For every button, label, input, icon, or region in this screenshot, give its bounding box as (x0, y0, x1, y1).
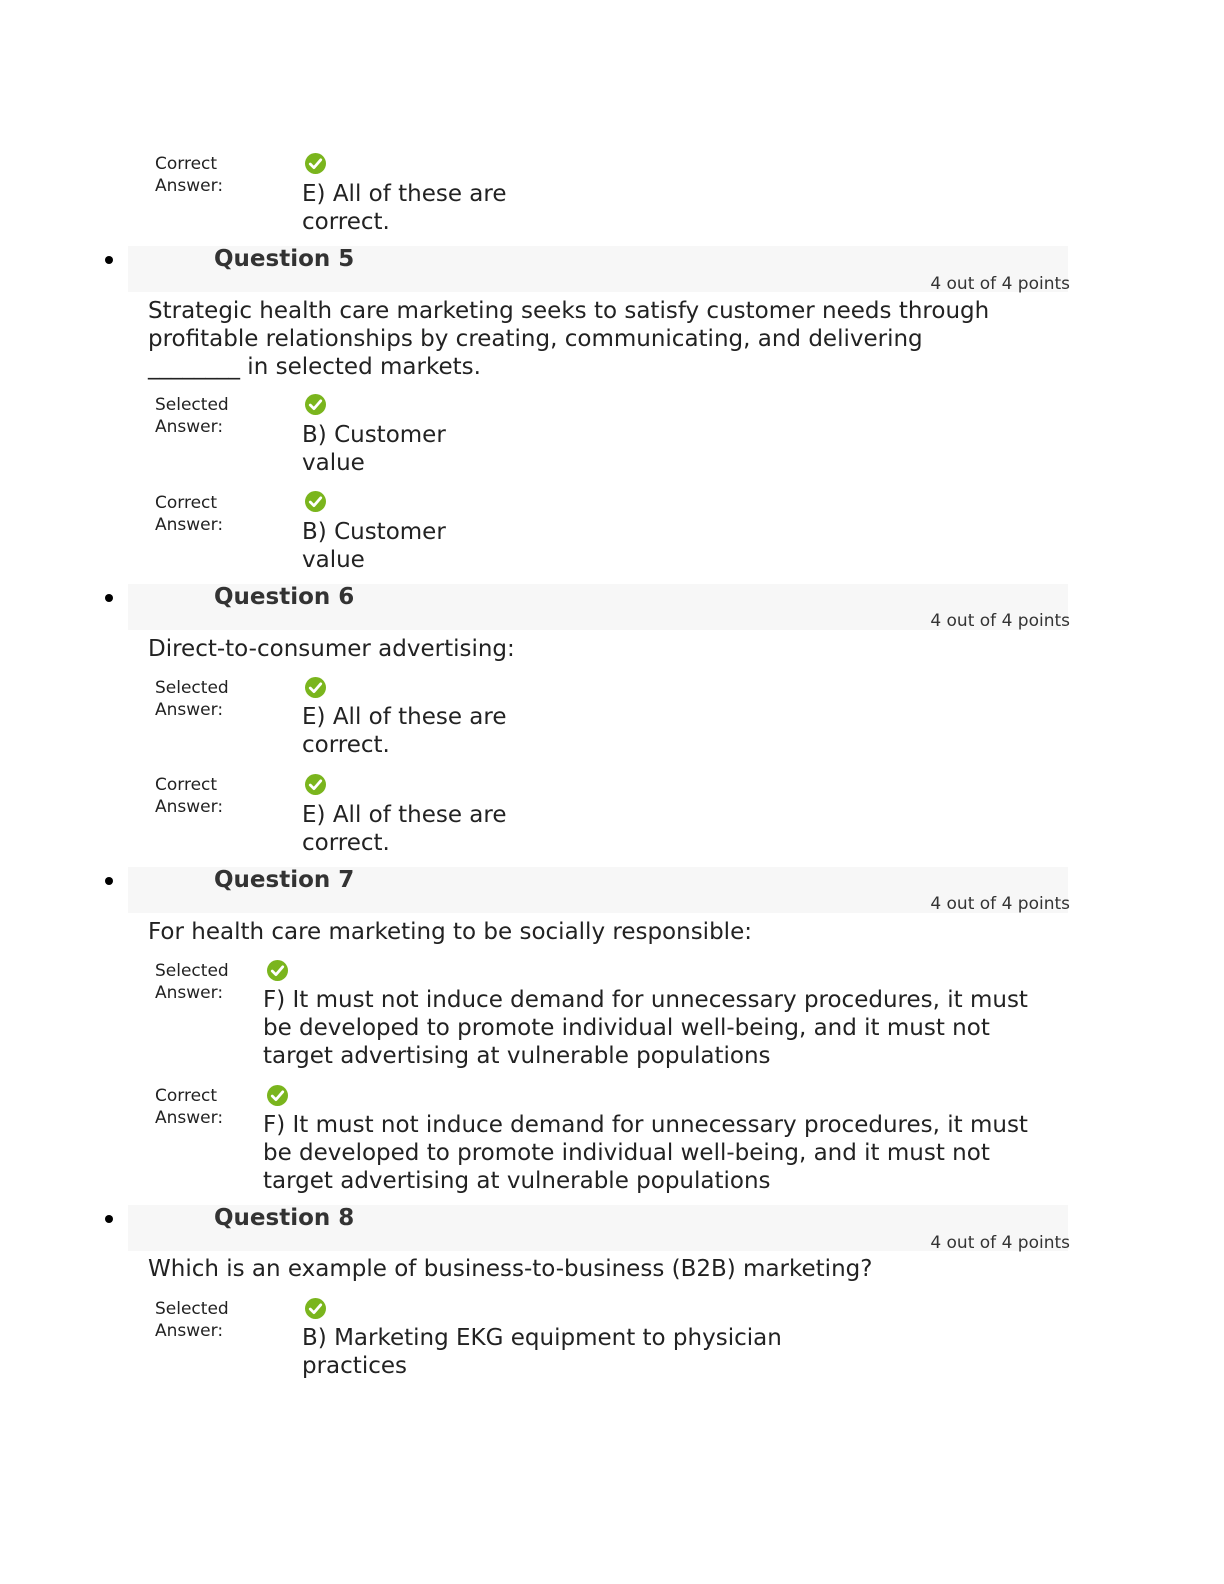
check-circle-icon (305, 1298, 326, 1319)
list-bullet (105, 256, 113, 264)
list-bullet (105, 1215, 113, 1223)
check-circle-icon (305, 491, 326, 512)
check-circle-icon (305, 153, 326, 174)
selected-answer-label: Selected Answer: (155, 395, 229, 437)
check-circle-icon (305, 677, 326, 698)
question-points: 4 out of 4 points (930, 1233, 1070, 1253)
question-text: Which is an example of business-to-business (B2B) marketing? (148, 1256, 873, 1282)
question-points: 4 out of 4 points (930, 611, 1070, 631)
question-points: 4 out of 4 points (930, 274, 1070, 294)
question-points: 4 out of 4 points (930, 894, 1070, 914)
correct-answer-label: Correct Answer: (155, 154, 224, 196)
list-bullet (105, 594, 113, 602)
correct-answer-text: F) It must not induce demand for unnecessary procedures, it must be developed to promote individual well-being, and it must not target advertising at vulnerable populations (263, 1112, 1028, 1194)
question-text (148, 297, 1048, 381)
correct-answer-text: E) All of these are correct. (302, 181, 507, 235)
selected-answer-text: E) All of these are correct. (302, 704, 507, 758)
question-title: Question 6 (214, 584, 355, 610)
correct-answer-label: Correct Answer: (155, 775, 224, 817)
question-text-end: in selected markets. (240, 354, 481, 380)
question-blank: ________ (148, 354, 240, 380)
correct-answer-label: Correct Answer: (155, 493, 224, 535)
selected-answer-text: B) Customer value (302, 422, 446, 476)
correct-answer-text: B) Customer value (302, 519, 446, 573)
check-circle-icon (305, 774, 326, 795)
selected-answer-label: Selected Answer: (155, 1299, 229, 1341)
correct-answer-label: Correct Answer: (155, 1086, 224, 1128)
question-title: Question 8 (214, 1205, 355, 1231)
question-title: Question 7 (214, 867, 355, 893)
question-text: For health care marketing to be socially responsible: (148, 919, 752, 945)
selected-answer-label: Selected Answer: (155, 678, 229, 720)
list-bullet (105, 877, 113, 885)
correct-answer-text: E) All of these are correct. (302, 802, 507, 856)
question-text-start: Strategic health care marketing seeks to satisfy customer needs through profitable relationships by creating, communicating, and delivering (148, 298, 990, 352)
question-title: Question 5 (214, 246, 355, 272)
selected-answer-text: F) It must not induce demand for unnecessary procedures, it must be developed to promote individual well-being, and it must not target advertising at vulnerable populations (263, 987, 1028, 1069)
selected-answer-label: Selected Answer: (155, 961, 229, 1003)
selected-answer-text: B) Marketing EKG equipment to physician practices (302, 1325, 782, 1379)
question-text: Direct-to-consumer advertising: (148, 636, 515, 662)
check-circle-icon (267, 1085, 288, 1106)
check-circle-icon (305, 394, 326, 415)
check-circle-icon (267, 960, 288, 981)
